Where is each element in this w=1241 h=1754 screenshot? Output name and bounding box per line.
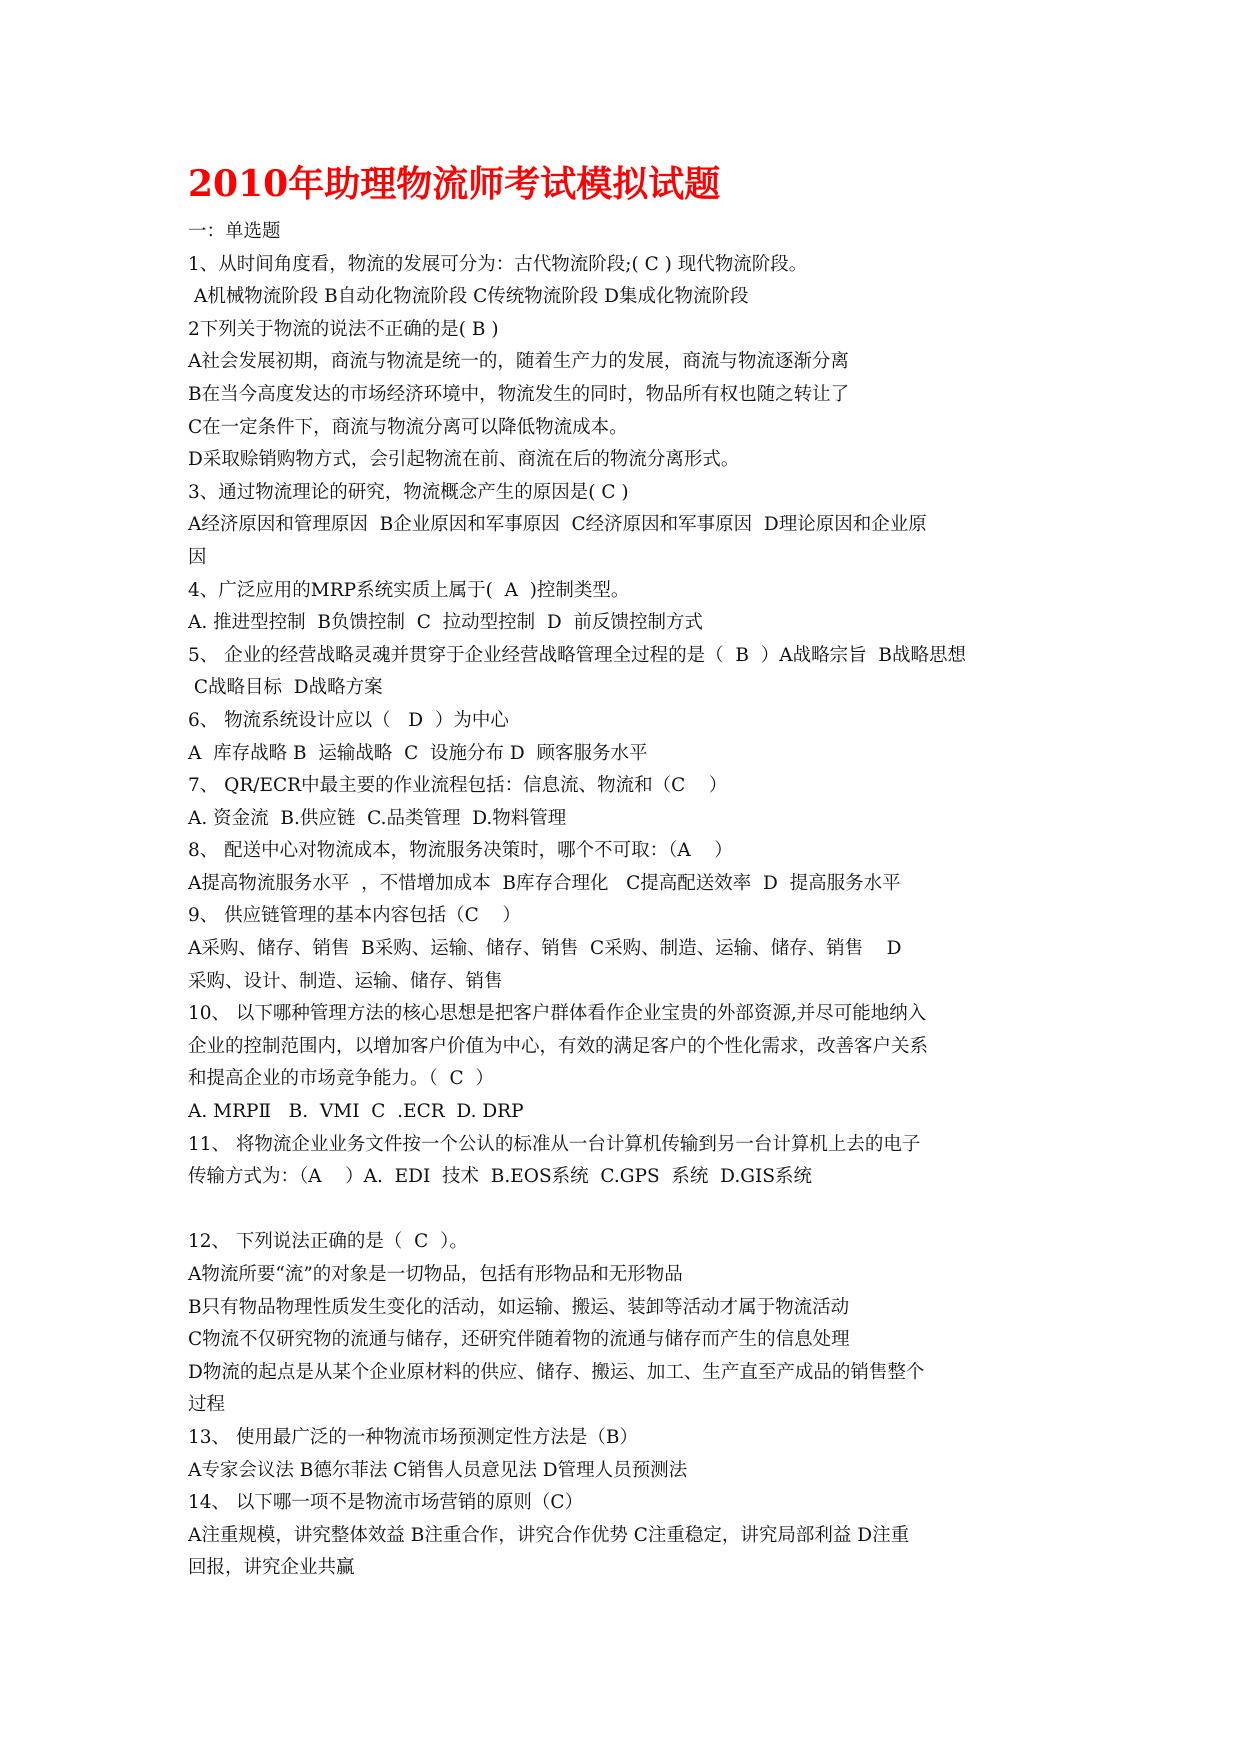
text-line: 11、 将物流企业业务文件按一个公认的标准从一台计算机传输到另一台计算机上去的电子 [188, 1133, 921, 1155]
text-line: 12、 下列说法正确的是（ C ）。 [188, 1231, 468, 1253]
text-line: A. MRPⅡ B. VMI C .ECR D. DRP [188, 1101, 524, 1123]
text-line: B在当今高度发达的市场经济环境中，物流发生的同时，物品所有权也随之转让了 [188, 383, 850, 405]
text-line: 和提高企业的市场竞争能力。（ C ） [188, 1068, 494, 1090]
text-line: 1、从时间角度看，物流的发展可分为：古代物流阶段;( C ) 现代物流阶段。 [188, 253, 808, 275]
text-line: 4、广泛应用的MRP系统实质上属于( A )控制类型。 [188, 579, 630, 601]
text-line: A提高物流服务水平 ，不惜增加成本 B库存合理化 C提高配送效率 D 提高服务水平 [188, 872, 901, 894]
text-line [188, 1194, 1058, 1227]
text-line: 10、 以下哪种管理方法的核心思想是把客户群体看作企业宝贵的外部资源,并尽可能地纳入 [188, 1003, 927, 1025]
text-line: D物流的起点是从某个企业原材料的供应、储存、搬运、加工、生产直至产成品的销售整个 [188, 1361, 925, 1383]
text-line: 13、 使用最广泛的一种物流市场预测定性方法是（B） [188, 1426, 639, 1448]
text-line: A采购、储存、销售 B采购、运输、储存、销售 C采购、制造、运输、储存、销售 D [188, 938, 902, 960]
text-line: A 库存战略 B 运输战略 C 设施分布 D 顾客服务水平 [188, 742, 648, 764]
text-line: A经济原因和管理原因 B企业原因和军事原因 C经济原因和军事原因 D理论原因和企业原 [188, 514, 927, 536]
document-body [188, 216, 1058, 1585]
document-title: 2010年助理物流师考试模拟试题 [188, 163, 721, 205]
text-line: 回报，讲究企业共赢 [188, 1557, 355, 1579]
text-line: C在一定条件下，商流与物流分离可以降低物流成本。 [188, 416, 628, 438]
text-line: 企业的控制范围内，以增加客户价值为中心，有效的满足客户的个性化需求，改善客户关系 [188, 1035, 929, 1057]
text-line: 9、 供应链管理的基本内容包括（C ） [188, 905, 521, 927]
text-line: 2下列关于物流的说法不正确的是( B ) [188, 318, 499, 340]
text-line: 5、 企业的经营战略灵魂并贯穿于企业经营战略管理全过程的是（ B ）A战略宗旨 B战略思想 [188, 644, 966, 666]
text-line: 采购、设计、制造、运输、储存、销售 [188, 970, 503, 992]
text-line: C物流不仅研究物的流通与储存，还研究伴随着物的流通与储存而产生的信息处理 [188, 1329, 850, 1351]
text-line: D采取赊销购物方式，会引起物流在前、商流在后的物流分离形式。 [188, 449, 740, 471]
text-line: 14、 以下哪一项不是物流市场营销的原则（C） [188, 1492, 584, 1514]
text-line: A物流所要“流”的对象是一切物品，包括有形物品和无形物品 [188, 1264, 683, 1285]
text-line: 6、 物流系统设计应以（ D ）为中心 [188, 709, 509, 731]
text-line: A注重规模，讲究整体效益 B注重合作，讲究合作优势 C注重稳定，讲究局部利益 D注重 [188, 1524, 910, 1546]
text-line: B只有物品物理性质发生变化的活动，如运输、搬运、装卸等活动才属于物流活动 [188, 1296, 850, 1318]
text-line: 8、 配送中心对物流成本，物流服务决策时，哪个不可取：（A ） [188, 840, 733, 862]
text-line: A. 资金流 B.供应链 C.品类管理 D.物料管理 [188, 807, 567, 829]
text-line: 因 [188, 546, 207, 568]
text-line: A社会发展初期，商流与物流是统一的，随着生产力的发展，商流与物流逐渐分离 [188, 351, 849, 373]
text-line: 过程 [188, 1394, 226, 1416]
text-line: 传输方式为：（A ）A. EDI 技术 B.EOS系统 C.GPS 系统 D.GIS系统 [188, 1166, 812, 1188]
text-line: A专家会议法 B德尔菲法 C销售人员意见法 D管理人员预测法 [188, 1459, 688, 1481]
text-line: A机械物流阶段 B自动化物流阶段 C传统物流阶段 D集成化物流阶段 [188, 286, 749, 308]
text-line: 一：单选题 [188, 221, 281, 242]
text-line: A. 推进型控制 B负馈控制 C 拉动型控制 D 前反馈控制方式 [188, 612, 704, 634]
text-line: 3、通过物流理论的研究，物流概念产生的原因是( C ) [188, 481, 629, 503]
text-line: C战略目标 D战略方案 [188, 677, 383, 699]
text-line: 7、 QR/ECR中最主要的作业流程包括：信息流、物流和（C ） [188, 775, 728, 797]
